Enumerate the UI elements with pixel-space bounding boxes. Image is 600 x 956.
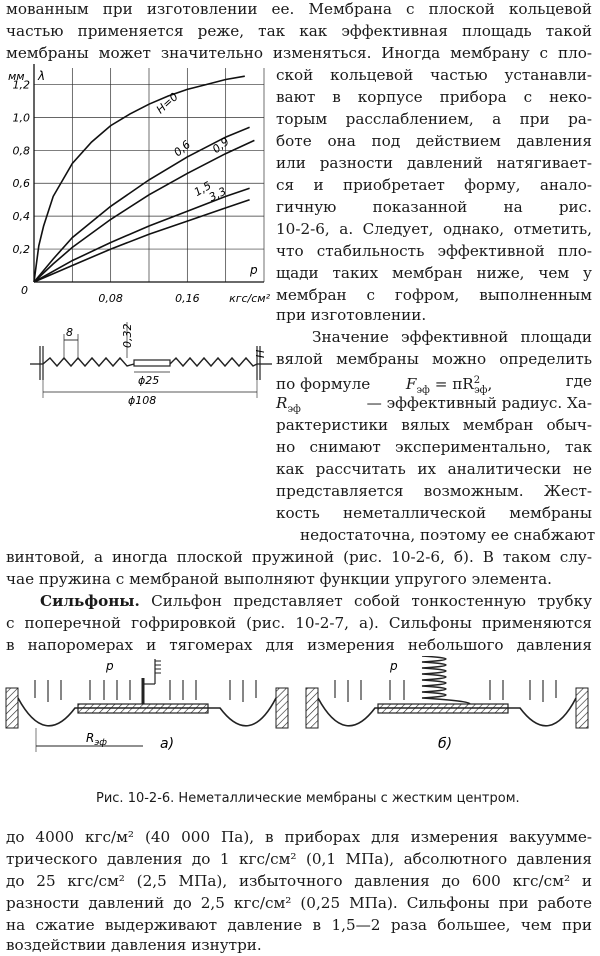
text-line: кость неметаллической мембраны: [276, 504, 592, 522]
series-line: [34, 200, 250, 282]
formula-eq: = πR: [429, 375, 474, 394]
text-line: частью применяется реже, так как эффективная площадь такой: [6, 22, 592, 40]
text-span: Сильфон представляет собой тонкостенную трубку: [139, 592, 592, 610]
formula-F: F: [405, 375, 417, 394]
text-line: до 25 кгс/см² (2,5 МПа), избыточного давления до 600 кгс/см² и: [6, 872, 592, 890]
text-line: в напоромерах и тягомерах для измерения небольшого давления: [6, 636, 592, 654]
text-line: гичную показанной на рис.: [276, 198, 592, 216]
dim-d25: ϕ25: [138, 374, 160, 387]
formula-sub: эф: [416, 385, 430, 397]
y-axis-label: мм: [8, 70, 25, 83]
wall-left: [40, 346, 43, 380]
text-line: что стабильность эффективной пло-: [276, 242, 592, 260]
text-line: 10-2-6, а. Следует, однако, отметить,: [276, 220, 592, 238]
membrane-a: [6, 659, 288, 752]
label-b: б): [438, 736, 453, 752]
series-label: 3,3: [206, 184, 229, 205]
origin-label: 0: [21, 284, 28, 297]
membrane-b: [306, 656, 588, 752]
series-label: 0,6: [171, 137, 194, 160]
text-line: Значение эффективной площади: [312, 328, 592, 346]
text-line: на сжатие выдерживают давление в 1,5—2 раза большее, чем при: [6, 916, 592, 934]
figure-10-2-6-caption: Рис. 10-2-6. Неметаллические мембраны с жестким центром.: [96, 791, 520, 806]
text-line: вают в корпусе прибора с неко-: [276, 88, 592, 106]
x-symbol: p: [250, 263, 258, 277]
text-line: или разности давлений натягивает-: [276, 154, 592, 172]
y-tick-label: 1,2: [12, 78, 30, 92]
text-line: мембраны может значительно изменяться. Иногда мембрану с пло-: [6, 44, 592, 62]
figure-10-2-5-chart: [0, 60, 272, 310]
label-r: $R_{эф}$: [86, 731, 107, 748]
text-line: с поперечной гофрировкой (рис. 10-2-7, а). Сильфоны применяются: [6, 614, 592, 632]
series-label: H=0: [153, 90, 181, 117]
text-line: но снимают экспериментально, так: [276, 438, 592, 456]
formula-sup: 2: [473, 375, 481, 386]
text-line: мованным при изготовлении ее. Мембрана с плоской кольцевой: [6, 0, 592, 18]
text-line: чае пружина с мембраной выполняют функции упругого элемента.: [6, 570, 552, 588]
formula-sub2: эф: [474, 385, 488, 397]
text-line: [40, 590, 592, 612]
text-line: разности давлений до 2,5 кгс/см² (0,25 МПа). Сильфоны при работе: [6, 894, 592, 912]
text-line: до 4000 кгс/м² (40 000 Па), в приборах для измерения вакуумме-: [6, 828, 592, 846]
rigid-center-b: [378, 704, 508, 713]
label-p-b: p: [390, 659, 398, 673]
text-line: боте она под действием давления: [276, 132, 592, 150]
figure-10-2-6: [0, 656, 600, 786]
r-symbol: R: [276, 394, 288, 412]
series-label: 1,5: [191, 178, 214, 199]
text-line: мембран с гофром, выполненным: [276, 286, 592, 304]
text-line: винтовой, а иногда плоской пружиной (рис. 10-2-6, б). В таком слу-: [6, 548, 592, 566]
dim-d108: ϕ108: [128, 394, 157, 407]
label-a: а): [160, 736, 175, 752]
formula-where: где: [565, 372, 592, 390]
r-text: — эффективный радиус. Ха-: [366, 394, 592, 412]
text-line: представляется возможным. Жест-: [276, 482, 592, 500]
text-line: при изготовлении.: [276, 306, 427, 324]
dim-H: H: [254, 349, 267, 358]
text-line: вялой мембраны можно определить: [276, 350, 592, 368]
x-tick-label: 0,16: [175, 292, 200, 305]
y-tick-label: 0,6: [12, 177, 30, 191]
corrugation-right: [170, 358, 257, 366]
y-tick-label: 0,4: [12, 210, 30, 224]
text-line: щади таких мембран ниже, чем у: [276, 264, 592, 282]
series-line: [34, 76, 245, 282]
figure-10-2-5-membrane-drawing: [30, 318, 272, 430]
r-sub: эф: [287, 404, 301, 416]
text-line: рактеристики вялых мембран обыч-: [276, 416, 592, 434]
term-silfony: Сильфоны.: [40, 592, 140, 610]
dim-pitch: 8: [66, 326, 73, 339]
text-line: воздействии давления изнутри.: [6, 936, 262, 954]
y-tick-label: 0,2: [12, 243, 30, 257]
text-line: торым расслаблением, а при ра-: [276, 110, 592, 128]
x-axis-label: кгс/см²: [229, 292, 270, 305]
formula-lead: по формуле: [276, 375, 371, 394]
label-p-a: p: [106, 659, 114, 673]
rigid-center: [134, 360, 170, 366]
y-tick-label: 1,0: [12, 111, 30, 125]
rigid-center-a: [78, 704, 208, 713]
text-line: ской кольцевой частью устанавли-: [276, 66, 592, 84]
formula-comma: ,: [487, 375, 493, 394]
series-label: 0,9: [209, 134, 232, 156]
dim-h: 0,32: [121, 323, 134, 348]
text-line: трического давления до 1 кгс/см² (0,1 МПа), абсолютного давления: [6, 850, 592, 868]
corrugation-left: [43, 358, 134, 366]
x-tick-label: 0,08: [98, 292, 123, 305]
y-symbol: λ: [38, 69, 46, 83]
series-line: [34, 137, 254, 282]
text-line: как рассчитать их аналитически не: [276, 460, 592, 478]
spring-icon: [422, 656, 470, 704]
y-tick-label: 0,8: [12, 144, 30, 158]
text-line: ся и приобретает форму, анало-: [276, 176, 592, 194]
text-line: недостаточна, поэтому ее снабжают: [300, 526, 596, 544]
